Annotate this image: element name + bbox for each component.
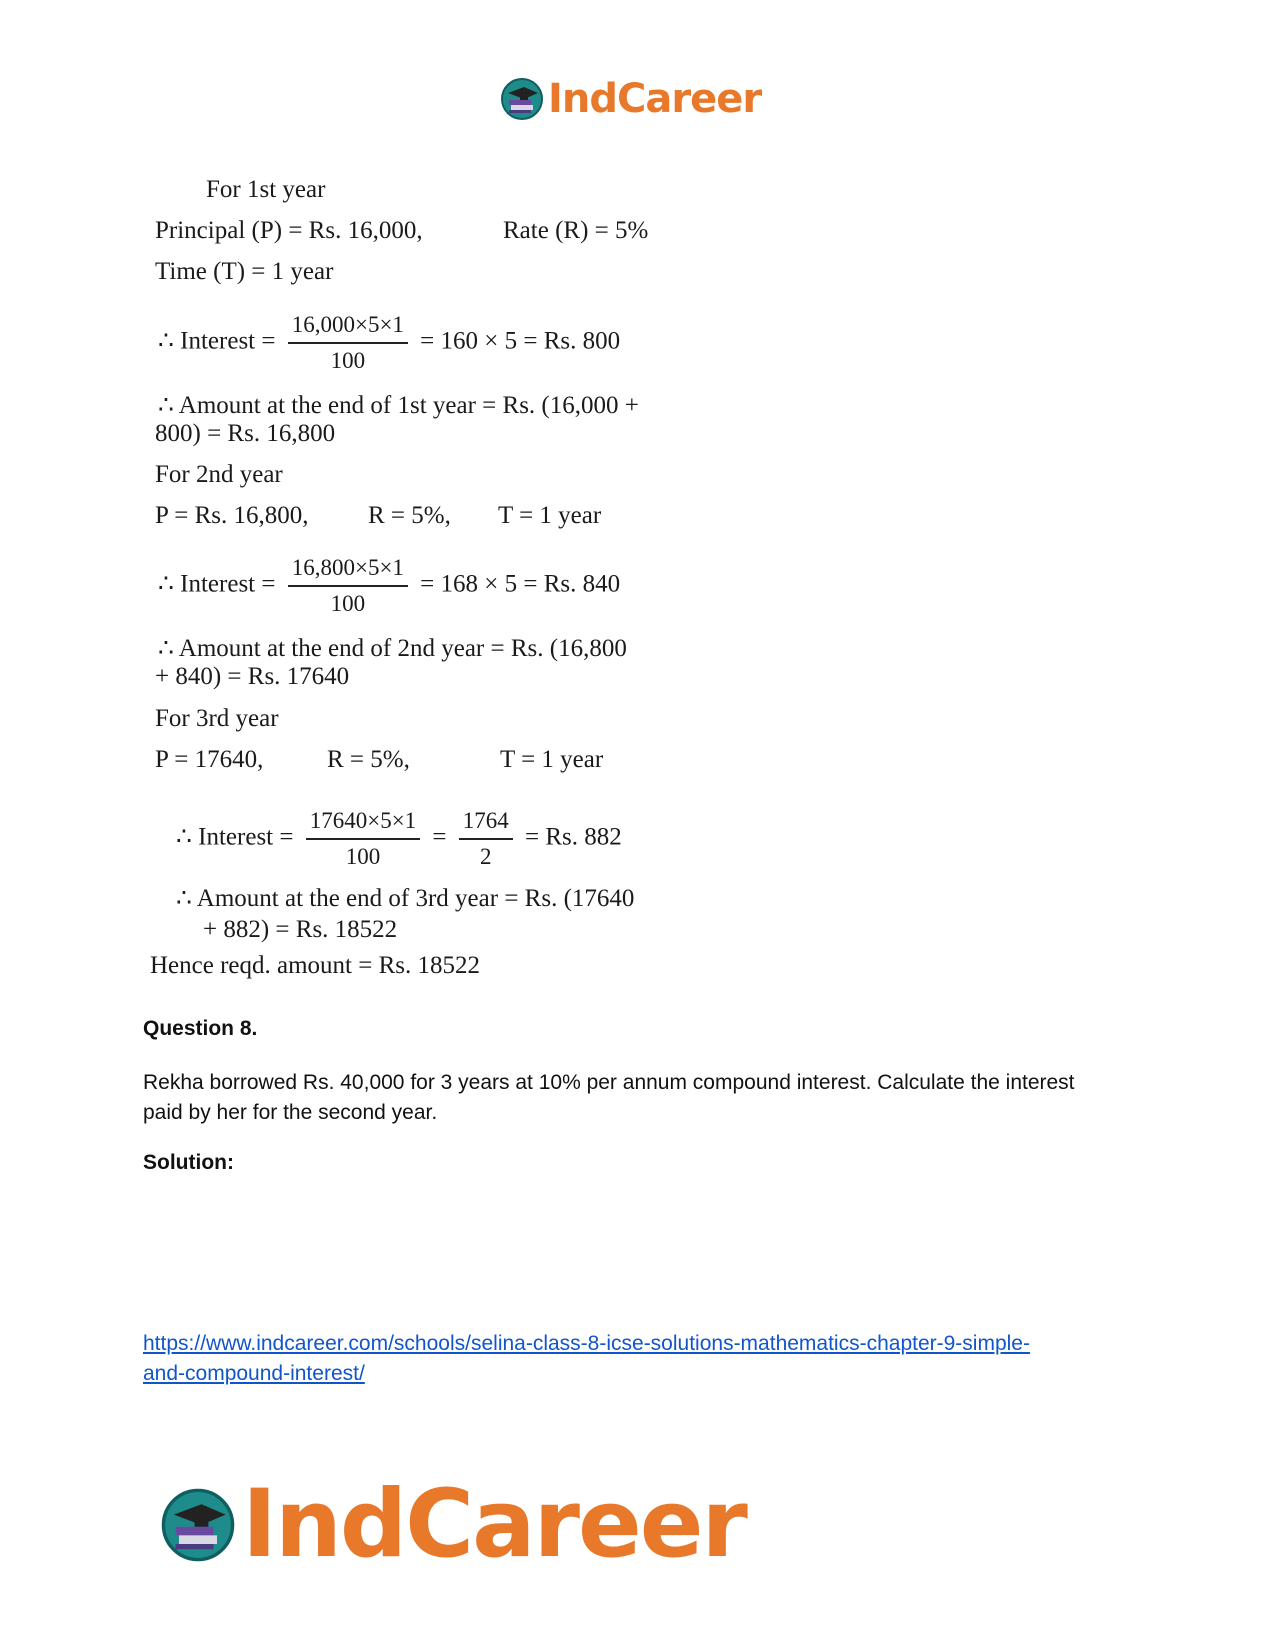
equals-sign: = [432, 823, 447, 851]
year-3-rate: R = 5%, [327, 746, 410, 773]
source-link[interactable] [143, 1329, 1143, 1389]
fraction-numerator: 1764 [459, 808, 513, 840]
year-1-heading: For 1st year [206, 176, 326, 203]
interest-fraction [306, 808, 420, 870]
year-1-time: Time (T) = 1 year [155, 258, 334, 285]
graduation-cap-book-icon [160, 1487, 236, 1563]
fraction-numerator: 17640×5×1 [306, 808, 420, 840]
brand-name: IndCareer [548, 76, 762, 122]
year-3-time: T = 1 year [500, 746, 604, 773]
question-title: Question 8. [143, 1017, 258, 1040]
year-2-time: T = 1 year [498, 502, 602, 529]
year-3-amount-line-2: + 882) = Rs. 18522 [203, 916, 398, 943]
fraction-denominator: 100 [345, 844, 381, 869]
year-1-rate: Rate (R) = 5% [503, 217, 649, 244]
year-2-interest [158, 555, 620, 617]
fraction-denominator: 2 [480, 844, 492, 869]
interest-fraction [288, 555, 408, 617]
solution-label: Solution: [143, 1151, 234, 1174]
year-1-principal: Principal (P) = Rs. 16,000, [155, 217, 423, 244]
final-answer: Hence reqd. amount = Rs. 18522 [150, 952, 481, 979]
interest-prefix: ∴ Interest = [158, 570, 276, 598]
interest-result: = 160 × 5 = Rs. 800 [420, 327, 621, 355]
year-1-amount-line-2: 800) = Rs. 16,800 [155, 420, 336, 447]
year-3-amount-line-1: ∴ Amount at the end of 3rd year = Rs. (17640 [176, 885, 635, 912]
interest-prefix: ∴ Interest = [176, 823, 294, 851]
year-3-interest [176, 808, 622, 870]
graduation-cap-book-icon [500, 77, 544, 121]
year-2-amount-line-2: + 840) = Rs. 17640 [155, 663, 350, 690]
year-2-amount-line-1: ∴ Amount at the end of 2nd year = Rs. (16,800 [158, 635, 627, 662]
question-text: Rekha borrowed Rs. 40,000 for 3 years at 10% per annum compound interest. Calculate the interest paid by her for the second year. [143, 1071, 1075, 1124]
footer-logo [160, 1470, 746, 1579]
interest-fraction [288, 312, 408, 374]
fraction-numerator: 16,800×5×1 [288, 555, 408, 587]
fraction-numerator: 16,000×5×1 [288, 312, 408, 344]
fraction-denominator: 100 [330, 348, 366, 373]
year-3-principal: P = 17640, [155, 746, 264, 773]
source-link-line-2[interactable]: and-compound-interest/ [143, 1362, 365, 1385]
fraction-denominator: 100 [330, 591, 366, 616]
year-1-interest [158, 312, 620, 374]
source-link-line-1[interactable]: https://www.indcareer.com/schools/selina-class-8-icse-solutions-mathematics-chapter-9-simple- [143, 1332, 1030, 1355]
interest-result: = Rs. 882 [525, 823, 622, 851]
brand-name: IndCareer [242, 1470, 746, 1579]
year-2-principal: P = Rs. 16,800, [155, 502, 309, 529]
interest-result: = 168 × 5 = Rs. 840 [420, 570, 621, 598]
simplified-fraction [459, 808, 513, 870]
year-1-amount-line-1: ∴ Amount at the end of 1st year = Rs. (16,000 + [158, 392, 639, 419]
interest-prefix: ∴ Interest = [158, 327, 276, 355]
year-2-heading: For 2nd year [155, 461, 283, 488]
header-logo [500, 76, 761, 122]
year-2-rate: R = 5%, [368, 502, 451, 529]
year-3-heading: For 3rd year [155, 705, 279, 732]
